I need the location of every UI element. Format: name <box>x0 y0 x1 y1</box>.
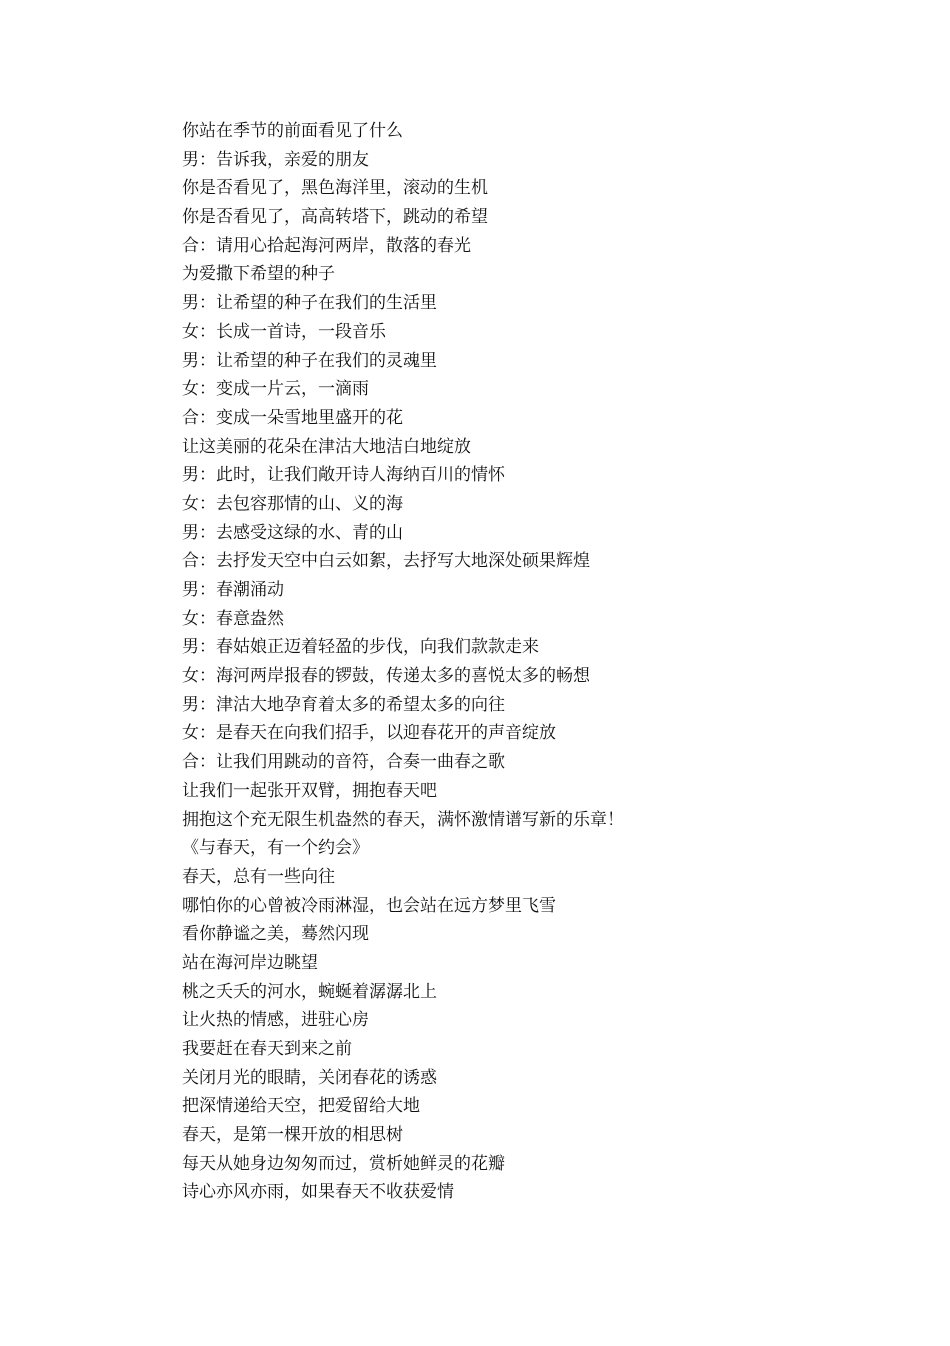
text-line: 男：津沽大地孕育着太多的希望太多的向往 <box>182 694 505 715</box>
text-line: 你站在季节的前面看见了什么 <box>182 121 403 141</box>
text-line: 诗心亦风亦雨，如果春天不收获爱情 <box>182 1182 454 1203</box>
text-line: 女：海河两岸报春的锣鼓，传递太多的喜悦太多的畅想 <box>182 666 590 687</box>
text-line: 你是否看见了，高高转塔下，跳动的希望 <box>182 207 488 228</box>
text-line: 春天，总有一些向往 <box>182 866 335 887</box>
text-line: 男：春潮涌动 <box>182 580 284 600</box>
text-line: 春天，是第一棵开放的相思树 <box>182 1125 403 1146</box>
poem-text-block <box>182 117 882 1207</box>
text-line: 合：请用心拾起海河两岸，散落的春光 <box>182 235 471 256</box>
text-line: 为爱撒下希望的种子 <box>182 264 335 285</box>
text-line: 合：变成一朵雪地里盛开的花 <box>182 407 403 428</box>
text-line: 哪怕你的心曾被冷雨淋湿，也会站在远方梦里飞雪 <box>182 895 556 916</box>
text-line: 每天从她身边匆匆而过，赏析她鲜灵的花瓣 <box>182 1153 505 1174</box>
text-line: 拥抱这个充无限生机盎然的春天，满怀激情谱写新的乐章！ <box>182 809 624 830</box>
text-line: 让这美丽的花朵在津沽大地洁白地绽放 <box>182 436 471 457</box>
text-line: 站在海河岸边眺望 <box>182 952 318 973</box>
text-line: 男：让希望的种子在我们的生活里 <box>182 293 437 314</box>
text-line: 女：长成一首诗，一段音乐 <box>182 321 386 342</box>
text-line: 男：告诉我，亲爱的朋友 <box>182 149 369 170</box>
text-line: 女：去包容那情的山、义的海 <box>182 493 403 514</box>
text-line: 看你静谧之美，蓦然闪现 <box>182 924 369 945</box>
text-line: 女：变成一片云，一滴雨 <box>182 379 369 400</box>
text-line: 关闭月光的眼睛，关闭春花的诱惑 <box>182 1067 437 1088</box>
text-line: 把深情递给天空，把爱留给大地 <box>182 1096 420 1117</box>
text-line: 女：春意盎然 <box>182 608 284 629</box>
text-line: 女：是春天在向我们招手，以迎春花开的声音绽放 <box>182 723 556 744</box>
text-line: 你是否看见了，黑色海洋里，滚动的生机 <box>182 178 488 199</box>
text-line: 让我们一起张开双臂，拥抱春天吧 <box>182 780 437 801</box>
text-line: 合：让我们用跳动的音符，合奏一曲春之歌 <box>182 752 505 773</box>
text-line: 男：让希望的种子在我们的灵魂里 <box>182 350 437 371</box>
text-line: 合：去抒发天空中白云如絮，去抒写大地深处硕果辉煌 <box>182 551 590 572</box>
text-line: 让火热的情感，进驻心房 <box>182 1010 369 1031</box>
text-line: 桃之夭夭的河水，蜿蜒着潺潺北上 <box>182 981 437 1002</box>
text-line: 男：此时，让我们敞开诗人海纳百川的情怀 <box>182 465 505 486</box>
section-title: 《与春天，有一个约会》 <box>182 838 369 859</box>
text-line: 男：春姑娘正迈着轻盈的步伐，向我们款款走来 <box>182 637 539 658</box>
text-line: 男：去感受这绿的水、青的山 <box>182 522 403 543</box>
text-line: 我要赶在春天到来之前 <box>182 1039 352 1059</box>
